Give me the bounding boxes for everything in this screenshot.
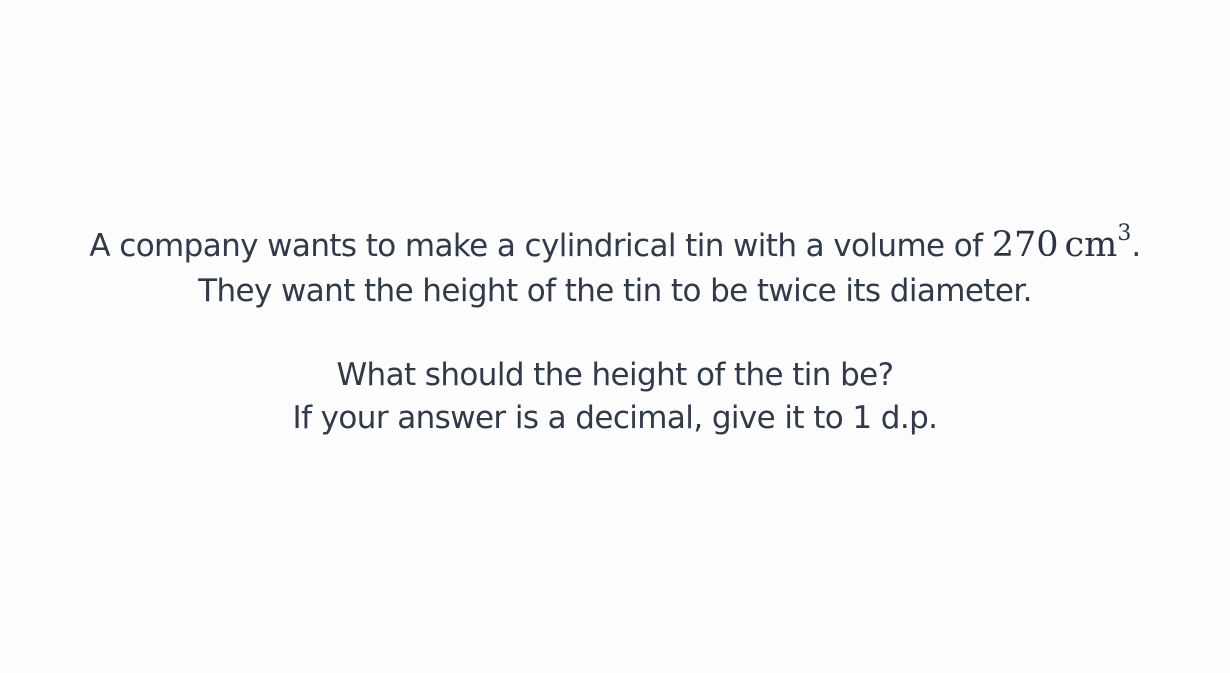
question-prompt: What should the height of the tin be? <box>336 357 894 393</box>
sentence-period: . <box>1131 228 1141 264</box>
volume-sentence: A company wants to make a cylindrical tin with a volume of <box>89 228 992 264</box>
volume-value: 270 <box>991 225 1059 265</box>
volume-exponent: 3 <box>1117 221 1132 246</box>
question-line-2: They want the height of the tin to be twice its diameter. <box>198 273 1032 309</box>
volume-unit: cm <box>1064 225 1118 265</box>
question-line-1 <box>0 222 1230 268</box>
question-text <box>0 222 1230 440</box>
volume-math <box>991 221 1132 265</box>
question-instruction: If your answer is a decimal, give it to 1 d.p. <box>292 400 938 436</box>
paragraph-gap <box>0 314 1230 354</box>
